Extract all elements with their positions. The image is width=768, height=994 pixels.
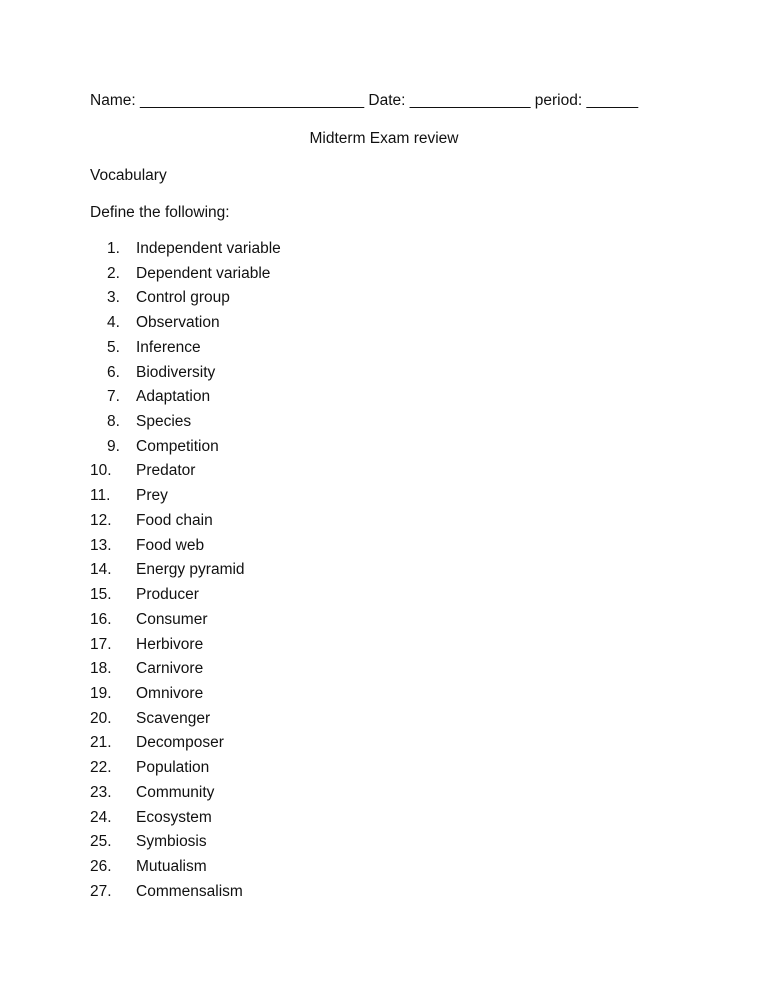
list-item-number: 6. bbox=[107, 363, 120, 381]
list-item-term: Herbivore bbox=[136, 635, 204, 653]
list-item-number: 22. bbox=[90, 759, 112, 777]
list-item-term: Community bbox=[136, 783, 215, 801]
list-item-term: Carnivore bbox=[136, 660, 204, 678]
list-item bbox=[90, 387, 281, 412]
list-item bbox=[90, 635, 281, 660]
list-item bbox=[90, 560, 281, 585]
list-item bbox=[90, 882, 281, 907]
list-item-term: Population bbox=[136, 759, 210, 777]
list-item-term: Observation bbox=[136, 314, 220, 332]
name-date-period-line: Name: __________________________ Date: ______________ period: ______ bbox=[90, 92, 639, 109]
list-item-term: Producer bbox=[136, 586, 199, 604]
list-item bbox=[90, 313, 281, 338]
list-item-number: 20. bbox=[90, 709, 112, 727]
list-item bbox=[90, 808, 281, 833]
list-item bbox=[90, 783, 281, 808]
list-item-term: Symbiosis bbox=[136, 833, 207, 851]
list-item-number: 12. bbox=[90, 511, 112, 529]
list-item bbox=[90, 857, 281, 882]
list-item-term: Commensalism bbox=[136, 882, 243, 900]
list-item-number: 14. bbox=[90, 561, 112, 579]
list-item-number: 3. bbox=[107, 289, 120, 307]
list-item bbox=[90, 461, 281, 486]
list-item bbox=[90, 684, 281, 709]
page-title: Midterm Exam review bbox=[309, 130, 459, 147]
list-item-number: 16. bbox=[90, 610, 112, 628]
list-item-term: Independent variable bbox=[136, 240, 281, 257]
list-item-term: Ecosystem bbox=[136, 808, 212, 826]
list-item-term: Mutualism bbox=[136, 857, 207, 875]
list-item-term: Adaptation bbox=[136, 388, 211, 406]
list-item-number: 4. bbox=[107, 314, 120, 332]
list-item-term: Control group bbox=[136, 289, 230, 307]
list-item-term: Prey bbox=[136, 487, 168, 505]
list-item-number: 1. bbox=[107, 240, 120, 257]
list-item-term: Scavenger bbox=[136, 709, 211, 727]
list-item-term: Decomposer bbox=[136, 734, 224, 752]
list-item-number: 18. bbox=[90, 660, 112, 678]
list-item-term: Omnivore bbox=[136, 684, 204, 702]
vocabulary-list bbox=[90, 239, 281, 906]
list-item bbox=[90, 511, 281, 536]
list-item-number: 19. bbox=[90, 684, 112, 702]
list-item bbox=[90, 363, 281, 388]
list-item bbox=[90, 709, 281, 734]
list-item bbox=[90, 585, 281, 610]
list-item bbox=[90, 536, 281, 561]
list-item bbox=[90, 733, 281, 758]
instructions: Define the following: bbox=[90, 204, 230, 221]
list-item-number: 15. bbox=[90, 586, 112, 604]
list-item bbox=[90, 239, 281, 264]
list-item-term: Predator bbox=[136, 462, 196, 480]
list-item-number: 21. bbox=[90, 734, 112, 752]
list-item bbox=[90, 412, 281, 437]
list-item-number: 11. bbox=[90, 487, 111, 505]
list-item-term: Competition bbox=[136, 437, 219, 455]
list-item bbox=[90, 659, 281, 684]
list-item-number: 26. bbox=[90, 857, 112, 875]
list-item-term: Species bbox=[136, 413, 192, 431]
list-item-number: 27. bbox=[90, 882, 112, 900]
section-heading: Vocabulary bbox=[90, 167, 167, 184]
list-item-number: 10. bbox=[90, 462, 112, 480]
list-item bbox=[90, 610, 281, 635]
list-item-number: 23. bbox=[90, 783, 112, 801]
list-item-term: Food chain bbox=[136, 511, 213, 529]
list-item-number: 7. bbox=[107, 388, 120, 406]
list-item bbox=[90, 486, 281, 511]
list-item-term: Food web bbox=[136, 536, 205, 554]
list-item-term: Inference bbox=[136, 338, 201, 356]
list-item-number: 5. bbox=[107, 338, 120, 356]
list-item bbox=[90, 288, 281, 313]
list-item-term: Consumer bbox=[136, 610, 208, 628]
list-item-term: Dependent variable bbox=[136, 264, 271, 282]
list-item-number: 2. bbox=[107, 264, 120, 282]
list-item bbox=[90, 832, 281, 857]
list-item-number: 24. bbox=[90, 808, 112, 826]
list-item bbox=[90, 758, 281, 783]
list-item-term: Energy pyramid bbox=[136, 561, 245, 579]
list-item-term: Biodiversity bbox=[136, 363, 216, 381]
list-item-number: 17. bbox=[90, 635, 112, 653]
list-item-number: 9. bbox=[107, 437, 120, 455]
list-item bbox=[90, 437, 281, 462]
list-item-number: 13. bbox=[90, 536, 112, 554]
list-item bbox=[90, 264, 281, 289]
list-item-number: 8. bbox=[107, 413, 120, 431]
list-item-number: 25. bbox=[90, 833, 112, 851]
list-item bbox=[90, 338, 281, 363]
